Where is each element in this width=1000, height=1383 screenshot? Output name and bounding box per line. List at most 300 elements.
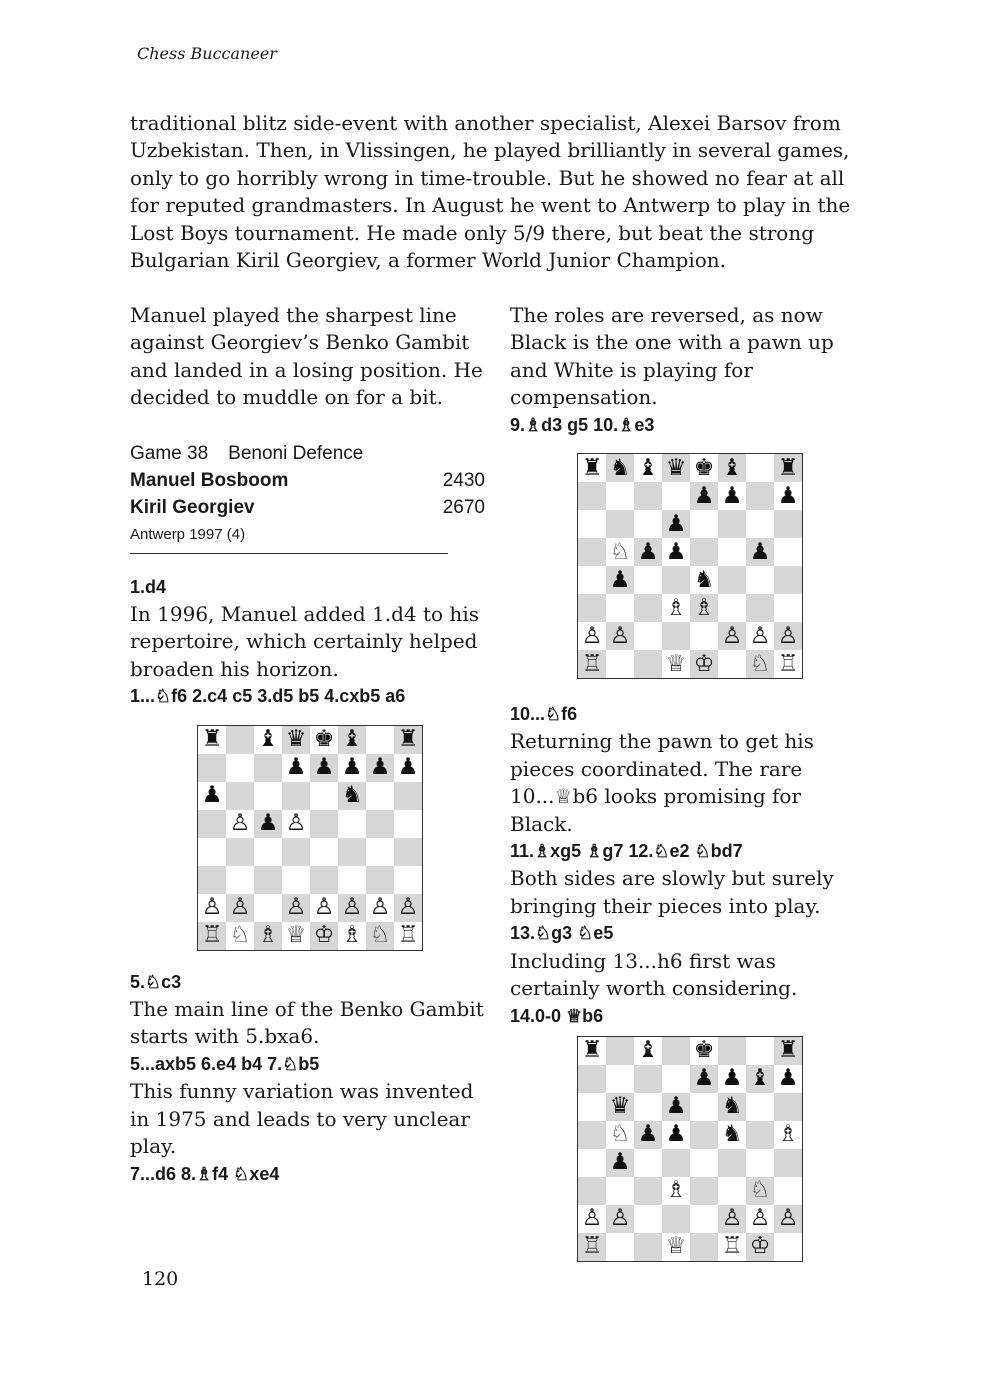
board-square [634, 650, 662, 678]
black-rating: 2670 [442, 496, 485, 518]
game-opening: Benoni Defence [228, 442, 364, 464]
board-square [746, 1037, 774, 1065]
board-square [746, 1177, 774, 1205]
board-square [578, 538, 606, 566]
white-pawn-icon: ♙ [749, 1205, 771, 1232]
board-square [690, 482, 718, 510]
chess-diagram [577, 453, 803, 679]
board-square [226, 782, 254, 810]
board-square [338, 754, 366, 782]
board-square [606, 1233, 634, 1261]
diagram-wrap-2 [510, 453, 870, 679]
white-pawn-icon: ♙ [285, 810, 307, 837]
move-line-3: 5.♘c3 [130, 971, 182, 992]
board-square [282, 838, 310, 866]
board-square [282, 866, 310, 894]
white-pawn-icon: ♙ [777, 622, 799, 649]
board-square [578, 1177, 606, 1205]
board-square [394, 782, 422, 810]
white-rook-icon: ♖ [201, 922, 223, 949]
board-square [634, 538, 662, 566]
black-pawn-icon: ♟ [201, 782, 223, 809]
black-knight-icon: ♞ [721, 1121, 743, 1148]
board-square [718, 538, 746, 566]
move-line-10: 14.0-0 ♕b6 [510, 1005, 604, 1026]
white-pawn-icon: ♙ [581, 1205, 603, 1232]
board-square [718, 1205, 746, 1233]
board-square [366, 810, 394, 838]
board-square [774, 650, 802, 678]
board-square [634, 1233, 662, 1261]
board-square [718, 482, 746, 510]
board-square [606, 454, 634, 482]
board-square [774, 566, 802, 594]
board-square [394, 866, 422, 894]
white-bishop-icon: ♗ [257, 922, 279, 949]
board-square [774, 1065, 802, 1093]
black-rook-icon: ♜ [397, 726, 419, 753]
black-player: Kiril Georgiev [130, 496, 255, 518]
board-square [310, 866, 338, 894]
board-square [606, 1037, 634, 1065]
board-square [578, 650, 606, 678]
intro-text: traditional blitz side-event with another specialist, Alexei Barsov from Uzbekistan. Then, in Vlissingen, he played brilliantly in several games, only to go horribly wrong in time-trouble. But he showed no fear at all for reputed grandmasters. In August he went to Antwerp to play in the Lost Boys tournament. He made only 5/9 there, but beat the strong Bulgarian Kiril Georgiev, a former World Junior Champion. [130, 111, 851, 273]
board-square [662, 538, 690, 566]
chess-diagram [197, 725, 423, 951]
black-rook-icon: ♜ [581, 1037, 603, 1064]
black-pawn-icon: ♟ [369, 754, 391, 781]
white-rook-icon: ♖ [777, 650, 799, 677]
white-pawn-icon: ♙ [369, 894, 391, 921]
board-square [690, 1177, 718, 1205]
board-square [198, 894, 226, 922]
board-square [690, 1149, 718, 1177]
white-knight-icon: ♘ [609, 1121, 631, 1148]
board-square [690, 1205, 718, 1233]
board-square [690, 1093, 718, 1121]
board-square [606, 1093, 634, 1121]
board-square [662, 622, 690, 650]
game-header [130, 440, 485, 554]
board-square [338, 810, 366, 838]
board-square [718, 1149, 746, 1177]
board-square [578, 1037, 606, 1065]
board-square [366, 894, 394, 922]
white-pawn-icon: ♙ [201, 894, 223, 921]
board-square [774, 622, 802, 650]
board-square [634, 1205, 662, 1233]
board-square [606, 566, 634, 594]
board-square [718, 594, 746, 622]
board-square [578, 454, 606, 482]
board-square [198, 754, 226, 782]
board-square [634, 594, 662, 622]
board-square [662, 1233, 690, 1261]
board-square [338, 782, 366, 810]
board-square [310, 754, 338, 782]
board-square [690, 454, 718, 482]
board-square [578, 1121, 606, 1149]
move-line-7: 10...♘f6 [510, 704, 578, 725]
board-square [746, 566, 774, 594]
board-square [226, 866, 254, 894]
board-square [578, 622, 606, 650]
board-square [634, 1149, 662, 1177]
board-square [774, 454, 802, 482]
board-square [578, 1093, 606, 1121]
black-pawn-icon: ♟ [693, 482, 715, 509]
white-king-icon: ♔ [749, 1233, 771, 1260]
black-queen-icon: ♛ [285, 726, 307, 753]
board-square [718, 1121, 746, 1149]
black-knight-icon: ♞ [609, 454, 631, 481]
black-bishop-icon: ♝ [637, 1037, 659, 1064]
board-square [606, 622, 634, 650]
board-square [606, 594, 634, 622]
board-square [690, 1037, 718, 1065]
white-knight-icon: ♘ [749, 650, 771, 677]
white-bishop-icon: ♗ [665, 1177, 687, 1204]
board-square [718, 510, 746, 538]
right-paragraph-3: Both sides are slowly but surely bringing their pieces into play. [510, 866, 834, 918]
board-square [366, 922, 394, 950]
white-bishop-icon: ♗ [665, 594, 687, 621]
black-pawn-icon: ♟ [341, 754, 363, 781]
right-paragraph-1: The roles are reversed, as now Black is the one with a pawn up and White is playing for compensation. [510, 303, 834, 410]
white-player-line [130, 467, 485, 494]
black-knight-icon: ♞ [341, 782, 363, 809]
board-square [282, 726, 310, 754]
black-pawn-icon: ♟ [665, 1093, 687, 1120]
black-bishop-icon: ♝ [637, 454, 659, 481]
board-square [718, 1093, 746, 1121]
board-square [690, 650, 718, 678]
board-square [226, 894, 254, 922]
white-pawn-icon: ♙ [609, 1205, 631, 1232]
black-bishop-icon: ♝ [257, 726, 279, 753]
board-square [254, 922, 282, 950]
white-king-icon: ♔ [313, 922, 335, 949]
black-pawn-icon: ♟ [749, 538, 771, 565]
board-square [634, 510, 662, 538]
board-square [282, 810, 310, 838]
board-square [226, 726, 254, 754]
board-square [746, 454, 774, 482]
white-pawn-icon: ♙ [229, 894, 251, 921]
board-square [226, 754, 254, 782]
running-head: Chess Buccaneer [137, 44, 277, 63]
black-pawn-icon: ♟ [777, 482, 799, 509]
black-pawn-icon: ♟ [665, 538, 687, 565]
white-rook-icon: ♖ [721, 1233, 743, 1260]
black-pawn-icon: ♟ [693, 1065, 715, 1092]
board-square [746, 538, 774, 566]
board-square [662, 510, 690, 538]
board-square [254, 838, 282, 866]
black-pawn-icon: ♟ [313, 754, 335, 781]
board-square [746, 594, 774, 622]
white-knight-icon: ♘ [229, 922, 251, 949]
white-rook-icon: ♖ [581, 650, 603, 677]
board-square [774, 482, 802, 510]
board-square [394, 894, 422, 922]
board-square [746, 650, 774, 678]
board-square [282, 782, 310, 810]
board-square [310, 838, 338, 866]
board-square [310, 782, 338, 810]
board-square [394, 838, 422, 866]
white-rating: 2430 [442, 469, 485, 491]
move-line-2: 1...♘f6 2.c4 c5 3.d5 b5 4.cxb5 a6 [130, 686, 406, 707]
black-player-line [130, 494, 485, 521]
white-pawn-icon: ♙ [721, 1205, 743, 1232]
black-pawn-icon: ♟ [777, 1065, 799, 1092]
board-square [774, 1093, 802, 1121]
board-square [718, 1177, 746, 1205]
black-rook-icon: ♜ [777, 454, 799, 481]
black-pawn-icon: ♟ [721, 482, 743, 509]
left-paragraph-4: This funny variation was invented in 1975 and leads to very unclear play. [130, 1079, 474, 1159]
board-square [366, 726, 394, 754]
black-knight-icon: ♞ [693, 566, 715, 593]
board-square [254, 894, 282, 922]
white-queen-icon: ♕ [285, 922, 307, 949]
board-square [338, 894, 366, 922]
board-square [746, 1205, 774, 1233]
board-square [198, 782, 226, 810]
game-title-line [130, 440, 485, 467]
diagram-wrap-1 [130, 725, 490, 951]
board-square [606, 650, 634, 678]
right-paragraph-2: Returning the pawn to get his pieces coordinated. The rare 10...♕b6 looks promising for Black. [510, 729, 814, 836]
board-square [662, 482, 690, 510]
board-square [578, 1233, 606, 1261]
board-square [606, 1177, 634, 1205]
board-square [634, 566, 662, 594]
right-column [510, 302, 870, 1280]
board-square [662, 454, 690, 482]
black-pawn-icon: ♟ [609, 566, 631, 593]
board-square [774, 1233, 802, 1261]
board-square [718, 1037, 746, 1065]
board-square [338, 866, 366, 894]
board-square [634, 622, 662, 650]
board-square [774, 538, 802, 566]
board-square [662, 650, 690, 678]
game-event: Antwerp 1997 (4) [130, 525, 246, 543]
board-square [746, 1093, 774, 1121]
black-pawn-icon: ♟ [609, 1149, 631, 1176]
board-square [578, 1149, 606, 1177]
move-line-1: 1.d4 [130, 576, 167, 597]
board-square [366, 754, 394, 782]
white-bishop-icon: ♗ [693, 594, 715, 621]
board-square [198, 838, 226, 866]
intro-paragraph [130, 110, 870, 274]
board-square [690, 510, 718, 538]
board-square [226, 922, 254, 950]
black-pawn-icon: ♟ [665, 510, 687, 537]
board-square [774, 510, 802, 538]
diagram-wrap-3 [510, 1036, 870, 1262]
black-bishop-icon: ♝ [341, 726, 363, 753]
white-pawn-icon: ♙ [777, 1205, 799, 1232]
board-square [578, 566, 606, 594]
black-pawn-icon: ♟ [285, 754, 307, 781]
board-square [606, 510, 634, 538]
page-number: 120 [142, 1268, 179, 1290]
white-player: Manuel Bosboom [130, 469, 289, 491]
move-line-4: 5...axb5 6.e4 b4 7.♘b5 [130, 1053, 320, 1074]
white-pawn-icon: ♙ [285, 894, 307, 921]
board-square [578, 510, 606, 538]
black-rook-icon: ♜ [201, 726, 223, 753]
board-square [774, 1037, 802, 1065]
board-square [718, 1065, 746, 1093]
move-line-5: 7...d6 8.♗f4 ♘xe4 [130, 1163, 280, 1184]
board-square [606, 1065, 634, 1093]
board-square [578, 594, 606, 622]
board-square [774, 1149, 802, 1177]
board-square [774, 1121, 802, 1149]
move-line-8: 11.♗xg5 ♗g7 12.♘e2 ♘bd7 [510, 841, 743, 862]
board-square [634, 1037, 662, 1065]
board-square [578, 482, 606, 510]
board-square [254, 866, 282, 894]
board-square [394, 754, 422, 782]
board-square [282, 754, 310, 782]
board-square [690, 538, 718, 566]
board-square [718, 622, 746, 650]
move-line-6: 9.♗d3 g5 10.♗e3 [510, 414, 655, 435]
board-square [366, 782, 394, 810]
left-paragraph-2: In 1996, Manuel added 1.d4 to his repertoire, which certainly helped broaden his horizon. [130, 602, 479, 681]
board-square [718, 454, 746, 482]
black-pawn-icon: ♟ [257, 810, 279, 837]
board-square [662, 594, 690, 622]
board-square [606, 538, 634, 566]
white-rook-icon: ♖ [397, 922, 419, 949]
black-king-icon: ♚ [313, 726, 335, 753]
board-square [718, 566, 746, 594]
board-square [746, 1149, 774, 1177]
move-line-9: 13.♘g3 ♘e5 [510, 923, 614, 944]
white-queen-icon: ♕ [665, 1233, 687, 1260]
board-square [310, 726, 338, 754]
black-pawn-icon: ♟ [637, 538, 659, 565]
board-square [578, 1205, 606, 1233]
white-pawn-icon: ♙ [749, 622, 771, 649]
board-square [282, 894, 310, 922]
white-pawn-icon: ♙ [341, 894, 363, 921]
black-bishop-icon: ♝ [749, 1065, 771, 1092]
board-square [254, 782, 282, 810]
black-king-icon: ♚ [693, 1037, 715, 1064]
board-square [634, 454, 662, 482]
board-square [366, 866, 394, 894]
board-square [310, 922, 338, 950]
black-pawn-icon: ♟ [637, 1121, 659, 1148]
board-square [606, 1149, 634, 1177]
black-pawn-icon: ♟ [397, 754, 419, 781]
board-square [198, 726, 226, 754]
board-square [366, 838, 394, 866]
board-square [662, 1177, 690, 1205]
white-pawn-icon: ♙ [229, 810, 251, 837]
board-square [690, 622, 718, 650]
board-square [634, 482, 662, 510]
board-square [198, 810, 226, 838]
board-square [662, 1149, 690, 1177]
black-knight-icon: ♞ [721, 1093, 743, 1120]
black-bishop-icon: ♝ [721, 454, 743, 481]
white-knight-icon: ♘ [369, 922, 391, 949]
board-square [606, 1121, 634, 1149]
board-square [394, 922, 422, 950]
chess-diagram [577, 1036, 803, 1262]
board-square [226, 810, 254, 838]
board-square [226, 838, 254, 866]
board-square [634, 1121, 662, 1149]
board-square [254, 810, 282, 838]
board-square [338, 922, 366, 950]
board-square [746, 1121, 774, 1149]
board-square [254, 754, 282, 782]
board-square [606, 1205, 634, 1233]
board-square [690, 1065, 718, 1093]
board-square [662, 1065, 690, 1093]
white-king-icon: ♔ [693, 650, 715, 677]
left-paragraph-1: Manuel played the sharpest line against Georgiev’s Benko Gambit and landed in a losing position. He decided to muddle on for a bit. [130, 303, 483, 410]
board-square [634, 1177, 662, 1205]
board-square [746, 510, 774, 538]
board-square [662, 1093, 690, 1121]
board-square [338, 726, 366, 754]
white-pawn-icon: ♙ [313, 894, 335, 921]
left-paragraph-3: The main line of the Benko Gambit starts with 5.bxa6. [130, 997, 484, 1049]
board-square [254, 726, 282, 754]
white-bishop-icon: ♗ [341, 922, 363, 949]
white-pawn-icon: ♙ [609, 622, 631, 649]
board-square [310, 894, 338, 922]
board-square [634, 1093, 662, 1121]
white-queen-icon: ♕ [665, 650, 687, 677]
board-square [746, 482, 774, 510]
black-rook-icon: ♜ [581, 454, 603, 481]
black-pawn-icon: ♟ [665, 1121, 687, 1148]
board-square [634, 1065, 662, 1093]
board-square [338, 838, 366, 866]
board-square [662, 1205, 690, 1233]
white-pawn-icon: ♙ [581, 622, 603, 649]
white-pawn-icon: ♙ [397, 894, 419, 921]
white-knight-icon: ♘ [609, 538, 631, 565]
board-square [746, 1065, 774, 1093]
white-pawn-icon: ♙ [721, 622, 743, 649]
board-square [746, 1233, 774, 1261]
board-square [690, 594, 718, 622]
board-square [718, 1233, 746, 1261]
board-square [282, 922, 310, 950]
board-square [662, 566, 690, 594]
board-square [310, 810, 338, 838]
white-bishop-icon: ♗ [777, 1121, 799, 1148]
board-square [198, 922, 226, 950]
board-square [746, 622, 774, 650]
white-rook-icon: ♖ [581, 1233, 603, 1260]
board-square [662, 1037, 690, 1065]
board-square [718, 650, 746, 678]
